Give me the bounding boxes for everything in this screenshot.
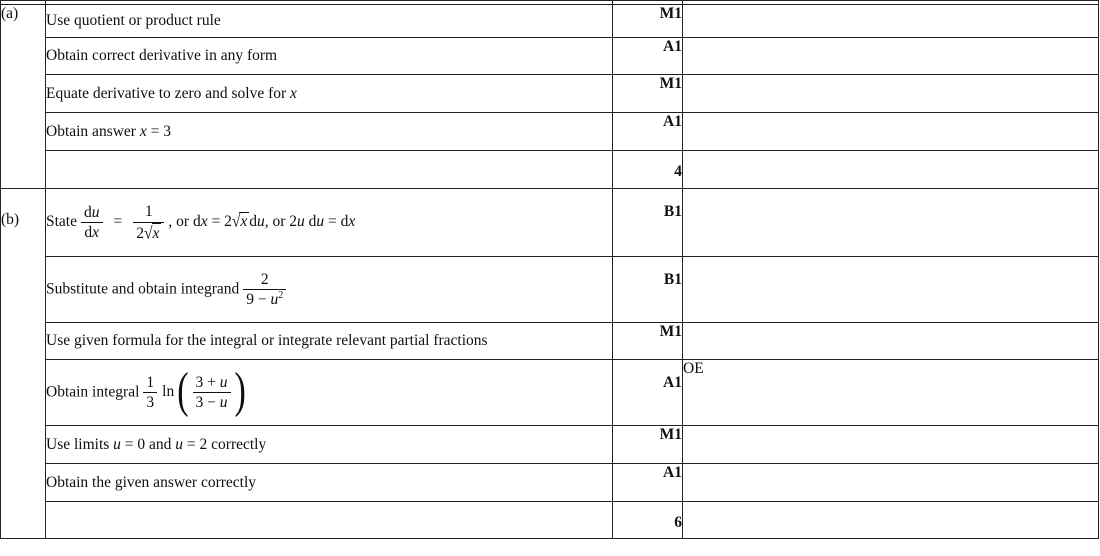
comment-cell bbox=[683, 151, 1099, 189]
sqrt-sign: √ bbox=[144, 223, 153, 243]
open-paren: ( bbox=[177, 364, 189, 419]
part-label-a bbox=[1, 5, 46, 189]
mark-cell-total bbox=[613, 502, 683, 539]
criterion-cell bbox=[46, 75, 613, 113]
criterion-text: Use quotient or product rule bbox=[46, 12, 221, 29]
math-variable: x bbox=[139, 122, 147, 140]
criterion-text: Use given formula for the integral or integrate relevant partial fractions bbox=[46, 332, 488, 349]
fraction bbox=[143, 373, 157, 413]
comment-cell bbox=[683, 323, 1099, 360]
criterion-text: d bbox=[304, 213, 317, 231]
criterion-text: = 2 correctly bbox=[183, 435, 267, 453]
mark-code: A1 bbox=[663, 464, 682, 481]
mark-code: M1 bbox=[659, 75, 682, 92]
criterion-text: Obtain integral bbox=[46, 383, 140, 401]
math-number: 3 + bbox=[195, 373, 220, 391]
table-row bbox=[1, 5, 1099, 38]
math-roman: d bbox=[249, 213, 257, 231]
mark-code: B1 bbox=[663, 203, 682, 220]
criterion-cell bbox=[46, 113, 613, 151]
criterion-text: Obtain correct derivative in any form bbox=[46, 47, 278, 64]
mark-cell bbox=[613, 113, 683, 151]
criterion-text: = 3 bbox=[146, 122, 171, 140]
criterion-text: Use limits bbox=[46, 435, 114, 453]
comment-cell bbox=[683, 189, 1099, 257]
criterion-cell bbox=[46, 151, 613, 189]
mark-code: B1 bbox=[663, 271, 682, 288]
math-variable: u bbox=[91, 203, 100, 221]
table-row bbox=[1, 75, 1099, 113]
criterion-text: State bbox=[46, 213, 77, 231]
radical bbox=[232, 213, 249, 230]
criterion-text: = d bbox=[324, 213, 349, 231]
table-row bbox=[1, 464, 1099, 502]
fraction bbox=[133, 202, 164, 243]
mark-cell-total bbox=[613, 151, 683, 189]
criterion-text: Substitute and obtain integrand bbox=[46, 280, 240, 298]
math-variable: u bbox=[270, 291, 279, 309]
criterion-text: , or bbox=[168, 213, 193, 231]
part-label-b bbox=[1, 189, 46, 539]
mark-cell bbox=[613, 189, 683, 257]
math-variable: u bbox=[297, 213, 305, 231]
math-roman: d bbox=[192, 213, 201, 231]
table-row bbox=[1, 189, 1099, 257]
table-row-total bbox=[1, 151, 1099, 189]
criterion-cell bbox=[46, 426, 613, 464]
comment-cell bbox=[683, 426, 1099, 464]
mark-cell bbox=[613, 360, 683, 426]
mark-code: M1 bbox=[659, 426, 682, 443]
table-row bbox=[1, 426, 1099, 464]
math-roman: d bbox=[84, 224, 93, 241]
math-variable: x bbox=[290, 84, 297, 102]
math-number: 9 − bbox=[246, 291, 271, 309]
criterion-cell bbox=[46, 189, 613, 257]
mark-cell bbox=[613, 5, 683, 38]
mark-cell bbox=[613, 257, 683, 323]
math-variable: x bbox=[348, 213, 356, 231]
math-number: 3 − bbox=[195, 394, 220, 411]
comment-cell bbox=[683, 360, 1099, 426]
table-row bbox=[1, 257, 1099, 323]
math-number: 2 bbox=[260, 270, 269, 288]
criterion-cell bbox=[46, 464, 613, 502]
sqrt-sign: √ bbox=[231, 212, 241, 231]
math-variable: x bbox=[92, 224, 100, 241]
criterion-text: Obtain answer bbox=[46, 122, 140, 140]
criterion-cell bbox=[46, 257, 613, 323]
part-label-text: (a) bbox=[1, 5, 19, 22]
table-row-total bbox=[1, 502, 1099, 539]
math-number: 3 bbox=[143, 392, 157, 412]
fraction bbox=[193, 373, 231, 413]
math-variable: x bbox=[152, 224, 160, 242]
mark-cell bbox=[613, 464, 683, 502]
fraction bbox=[243, 270, 286, 310]
math-number: 1 bbox=[144, 203, 153, 221]
math-variable: u bbox=[219, 394, 228, 411]
mark-cell bbox=[613, 426, 683, 464]
part-total: 4 bbox=[674, 163, 682, 180]
mark-cell bbox=[613, 323, 683, 360]
criterion-cell bbox=[46, 38, 613, 75]
equals-sign: = bbox=[113, 213, 123, 231]
criterion-cell bbox=[46, 502, 613, 539]
math-variable: u bbox=[175, 435, 184, 453]
comment-cell bbox=[683, 502, 1099, 539]
criterion-text: , or 2 bbox=[264, 213, 298, 231]
fraction bbox=[81, 203, 103, 243]
math-variable: u bbox=[113, 435, 121, 453]
math-roman: d bbox=[84, 203, 92, 221]
math-variable: x bbox=[200, 213, 208, 231]
comment-cell bbox=[683, 38, 1099, 75]
math-number: 2 bbox=[136, 224, 144, 242]
mark-code: A1 bbox=[663, 374, 682, 391]
close-paren: ) bbox=[234, 364, 246, 419]
mark-code: A1 bbox=[663, 113, 682, 130]
part-total: 6 bbox=[674, 514, 682, 531]
comment-cell bbox=[683, 257, 1099, 323]
mark-code: M1 bbox=[659, 323, 682, 340]
criterion-cell bbox=[46, 360, 613, 426]
criterion-text: = 2 bbox=[207, 213, 232, 231]
criterion-cell bbox=[46, 323, 613, 360]
math-number: 1 bbox=[146, 373, 155, 391]
comment-text: OE bbox=[683, 360, 704, 377]
criterion-text: Obtain the given answer correctly bbox=[46, 473, 257, 491]
table-row bbox=[1, 360, 1099, 426]
comment-cell bbox=[683, 464, 1099, 502]
ln-function: ln bbox=[162, 383, 175, 401]
comment-cell bbox=[683, 75, 1099, 113]
superscript: 2 bbox=[278, 289, 284, 301]
mark-code: A1 bbox=[663, 38, 682, 55]
math-variable: x bbox=[240, 213, 248, 231]
criterion-text: = 0 and bbox=[120, 435, 176, 453]
comment-cell bbox=[683, 113, 1099, 151]
math-variable: u bbox=[219, 373, 228, 391]
criterion-text: Equate derivative to zero and solve for bbox=[46, 84, 291, 102]
part-label-text: (b) bbox=[1, 211, 20, 228]
comment-cell bbox=[683, 5, 1099, 38]
table-row bbox=[1, 113, 1099, 151]
math-variable: u bbox=[257, 213, 265, 231]
math-variable: u bbox=[316, 213, 325, 231]
table-row bbox=[1, 38, 1099, 75]
table-row bbox=[1, 323, 1099, 360]
criterion-cell bbox=[46, 5, 613, 38]
mark-cell bbox=[613, 38, 683, 75]
mark-code: M1 bbox=[659, 5, 682, 22]
mark-cell bbox=[613, 75, 683, 113]
radical bbox=[144, 225, 161, 242]
